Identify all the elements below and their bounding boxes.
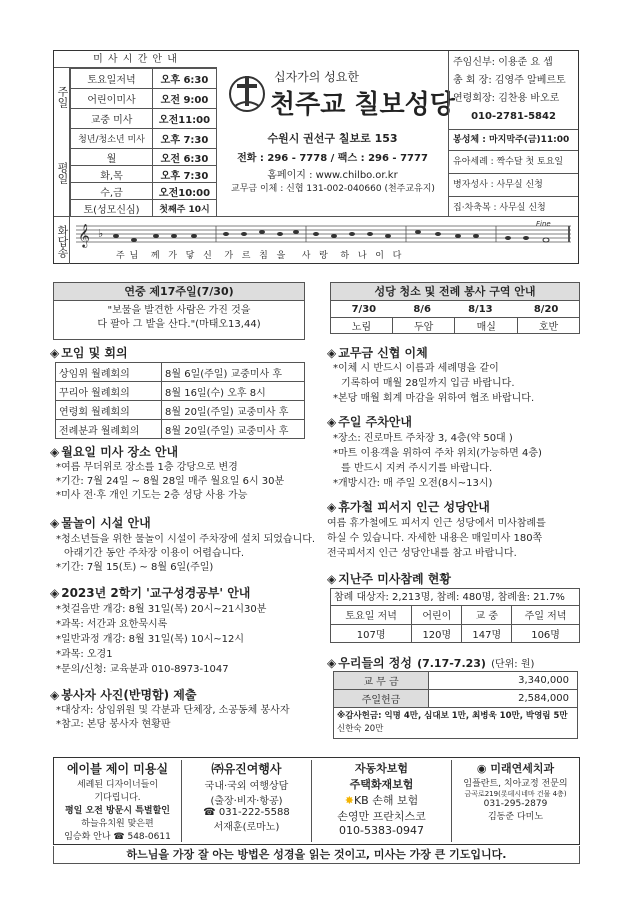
credit-body (333, 361, 593, 406)
week-title: 연중 제17주일(7/30) (54, 283, 304, 301)
ad-salon-line: 세례된 디자이너들이 (76, 780, 159, 790)
attendance-table (331, 606, 579, 642)
attendance-value: 147명 (462, 624, 512, 642)
attendance-value: 120명 (412, 624, 462, 642)
offering-title: ◈ 우리들의 정성 (327, 656, 412, 670)
volunteer-line: *참고: 본당 봉사자 현황판 (56, 719, 171, 730)
hymn-area (54, 216, 578, 263)
ad-insurance-phone: 010-5383-0947 (339, 824, 424, 837)
ad-dental-name-text: 미래연세치과 (490, 762, 555, 775)
monday-mass-line: *기간: 7월 24일 ~ 8월 28일 매주 월요일 6시 30분 (56, 476, 285, 487)
sunday-label (54, 68, 70, 148)
study-line: *과목: 서간과 요한묵시록 (56, 619, 168, 630)
staff-funeral-phone: 010-2781-5842 (471, 111, 556, 122)
attendance-summary: 참례 대상자: 2,213명, 참례: 480명, 참례율: 21.7% (331, 589, 579, 606)
mass-row-time: 오전11:00 (153, 109, 217, 129)
church-subtitle: 십자가의 성요한 (274, 70, 359, 84)
parking-line: *마트 이용객을 위하여 주차 위치(가능하면 4층) (333, 448, 542, 459)
staff-blessing: 집·차축복 : 사무실 신청 (449, 196, 578, 219)
parking-line: *개방시간: 매 주일 오전(8시~13시) (333, 478, 493, 489)
mass-row-name: 월 (71, 149, 153, 166)
flat-icon: ♭ (98, 227, 104, 240)
ad-insurance-line: 자동차보험 (354, 762, 409, 775)
staff-president: 총 회 장: 김영주 알베르토 (453, 75, 566, 86)
meetings-table (55, 362, 305, 439)
monday-mass-line: *미사 전·후 개인 기도는 2층 성당 사용 가능 (56, 490, 248, 501)
water-line: *청소년들을 위한 물놀이 시설이 주차장에 설치 되었습니다. (56, 534, 316, 545)
tooth-icon: ◉ (476, 762, 487, 775)
study-line: *문의/신청: 교육분과 010-8973-1047 (56, 664, 229, 675)
ad-dental-line: 임플란트, 치아교정 전문의 (463, 779, 568, 789)
mass-row-name: 토(성모신심) (71, 200, 153, 217)
ad-salon (54, 760, 182, 842)
ad-dental-line: 금곡로219(롯데시네마 건물 4층) (464, 790, 567, 798)
church-name: 천주교 칠보성당 (270, 90, 455, 120)
cleaning-team: 매실 (455, 318, 518, 334)
week-quote-line1: "보물을 발견한 사람은 가진 것을 (107, 305, 251, 316)
cleaning-date: 8/6 (413, 304, 431, 315)
ad-insurance-line: 주택화재보험 (349, 778, 414, 791)
attendance-header: 어린이 (412, 606, 462, 624)
church-account: 교무금 이체 : 신협 131-002-040660 (천주교유지) (231, 184, 435, 194)
staff-funeral: 연령회장: 김찬용 바오로 (453, 93, 560, 104)
study-line: *일반과정 개강: 8월 31일(목) 10시~12시 (56, 634, 245, 645)
vacation-line: 전국피서지 인근 성당안내를 참고 바랍니다. (327, 548, 517, 559)
water-body (56, 533, 321, 575)
cleaning-team: 호반 (518, 318, 579, 334)
vacation-body (327, 516, 587, 561)
credit-line: 기록하여 매월 28일까지 입금 바랍니다. (341, 378, 515, 389)
ad-salon-line: 평일 오전 방문시 특별할인 (64, 806, 171, 816)
sunday-label-text: 주일 (56, 86, 69, 108)
ad-salon-line: 기다립니다. (94, 793, 141, 803)
vacation-line: 여름 휴가철에도 피서지 인근 성당에서 미사참례를 (327, 518, 546, 529)
hymn-lyrics: 주 님 께 가 닿 신 가 르 침 을 사 랑 하 나 이 다 (116, 251, 403, 261)
mass-row-name: 화,목 (71, 166, 153, 183)
meetings-title: ◈ 모임 및 회의 (50, 344, 128, 361)
mass-row-name: 토요일저녁 (71, 69, 153, 89)
credit-title: ◈ 교무금 신협 이체 (327, 344, 428, 361)
ad-travel-line: (출장·비자·항공) (210, 796, 283, 807)
cleaning-box (330, 282, 580, 334)
parking-title: ◈ 주일 주차안내 (327, 413, 412, 430)
water-line: 아래기간 동안 주차장 이용이 어렵습니다. (64, 548, 245, 559)
meeting-name: 연령회 월례회의 (56, 401, 162, 420)
star-icon: ✸ (344, 794, 354, 807)
offering-amount: 3,340,000 (429, 672, 578, 690)
mass-row-time: 오전 9:00 (153, 89, 217, 109)
church-homepage[interactable]: 홈페이지 : www.chilbo.or.kr (267, 170, 398, 181)
ad-salon-name: 에이블 제이 미용실 (66, 762, 169, 776)
offering-thanks-line1: ※감사헌금: 익명 4만, 심대보 1만, 최병욱 10만, 박영림 5만 (337, 711, 568, 721)
mass-row-time: 오후 7:30 (153, 166, 217, 183)
church-emblem-icon (225, 70, 269, 114)
study-line: *첫걸음반 개강: 8월 31일(목) 20시~21시30분 (56, 604, 267, 615)
study-body (56, 602, 321, 677)
meeting-when: 8월 20일(주일) 교중미사 후 (162, 401, 305, 420)
cleaning-team: 노림 (331, 318, 392, 334)
meeting-when: 8월 6일(주일) 교중미사 후 (162, 363, 305, 382)
church-phone: 전화 : 296 - 7778 / 팩스 : 296 - 7777 (237, 153, 428, 164)
parking-body (333, 431, 593, 491)
monday-mass-body (56, 461, 316, 503)
staff-pastor: 주임신부: 이용준 요 셉 (453, 57, 553, 68)
offering-heading (327, 652, 534, 671)
ad-travel-line: 국내·국외 여행상담 (204, 781, 289, 792)
attendance-box (330, 588, 580, 643)
mass-row-name: 교중 미사 (71, 109, 153, 129)
ad-insurance-line: 손영만 프란치스코 (337, 810, 426, 823)
mass-table (70, 68, 217, 217)
vacation-line: 하실 수 있습니다. 자세한 내용은 매일미사 180쪽 (327, 533, 543, 544)
ad-insurance-brand: KB 손해 보험 (353, 794, 419, 807)
week-quote-line2: 다 팔아 그 밭을 산다."(마태오13,44) (97, 319, 261, 330)
offering-thanks-line2: 신한숙 20만 (337, 724, 384, 734)
meeting-when: 8월 20일(주일) 교중미사 후 (162, 420, 305, 439)
parking-line: 를 반드시 지켜 주시기를 바랍니다. (341, 463, 493, 474)
cleaning-title: 성당 청소 및 전례 봉사 구역 안내 (331, 283, 579, 301)
mass-row-name: 어린이미사 (71, 89, 153, 109)
ad-insurance-line (312, 792, 451, 808)
study-line: *과목: 오경1 (56, 649, 113, 660)
mass-row-time: 오전 6:30 (153, 149, 217, 166)
ad-travel-phone: ☎ 031-222-5588 (203, 807, 290, 818)
meeting-name: 전례분과 월례회의 (56, 420, 162, 439)
church-address: 수원시 권선구 칠보로 153 (267, 132, 398, 145)
mass-row-time: 첫째주 10시 (153, 200, 217, 217)
meeting-name: 꾸리아 월례회의 (56, 382, 162, 401)
water-line: *기간: 7월 15(토) ~ 8월 6일(주일) (56, 562, 214, 573)
week-quote (54, 301, 304, 332)
weekday-label (54, 148, 70, 216)
mass-row-time: 오전10:00 (153, 183, 217, 200)
ad-dental-name (452, 760, 579, 776)
cleaning-team-table (331, 317, 579, 333)
ad-insurance (312, 760, 452, 842)
offering-name: 교 무 금 (334, 672, 429, 690)
mass-row-name: 수,금 (71, 183, 153, 200)
attendance-value: 106명 (512, 624, 579, 642)
offering-name: 주일헌금 (334, 690, 429, 708)
volunteer-line: *대상자: 상임위원 및 각분과 단체장, 소공동체 봉사자 (56, 705, 290, 716)
mass-title: 미 사 시 간 안 내 (54, 51, 217, 68)
cleaning-team: 두암 (392, 318, 455, 334)
monday-mass-line: *여름 무더위로 장소를 1층 강당으로 변경 (56, 462, 238, 473)
meeting-when: 8월 16일(수) 오후 8시 (162, 382, 305, 401)
hymn-label: 화답송 (54, 217, 70, 264)
credit-line: *이체 시 반드시 이름과 세례명을 같이 (333, 363, 499, 374)
ad-salon-phone: 임승화 안나 ☎ 548-0611 (64, 832, 171, 842)
staff-group-1 (449, 51, 578, 129)
ad-travel-name: ㈜유진여행사 (211, 762, 282, 776)
ad-salon-line: 하늘유치원 맞은편 (81, 819, 154, 829)
attendance-title: ◈ 지난주 미사참례 현황 (327, 570, 451, 587)
monday-mass-title: ◈ 월요일 미사 장소 안내 (50, 443, 178, 460)
meeting-name: 상임위 월례회의 (56, 363, 162, 382)
staff-baptism: 유아세례 : 짝수달 첫 토요일 (449, 150, 578, 173)
parking-line: *장소: 진로마트 주차장 3, 4층(약 50대 ) (333, 433, 513, 444)
mass-row-time: 오후 6:30 (153, 69, 217, 89)
offering-amount: 2,584,000 (429, 690, 578, 708)
attendance-header: 교 중 (462, 606, 512, 624)
water-title: ◈ 물놀이 시설 안내 (50, 514, 151, 531)
offering-table (333, 671, 578, 708)
offering-unit: (단위: 원) (491, 659, 535, 670)
cleaning-date: 8/20 (533, 304, 559, 315)
weekday-label-text: 평일 (56, 162, 69, 184)
vacation-title: ◈ 휴가철 피서지 인근 성당안내 (327, 498, 490, 515)
staff-communion: 봉성체 : 마지막주(금)11:00 (449, 129, 578, 150)
week-box (53, 282, 305, 340)
ad-dental-line: 김동준 다미노 (487, 812, 544, 822)
church-logo (225, 70, 269, 114)
ad-dental (452, 760, 579, 842)
cleaning-table (331, 302, 579, 317)
ad-travel-line: 서재훈(로마노) (213, 822, 280, 833)
mass-row-time: 오후 7:30 (153, 129, 217, 149)
offering-period: (7.17-7.23) (417, 657, 486, 670)
staff-box (448, 51, 578, 216)
attendance-header: 토요일 저녁 (331, 606, 412, 624)
footer-motto: 하느님을 가장 잘 아는 방법은 성경을 읽는 것이고, 미사는 가장 큰 기도입니다. (53, 846, 580, 864)
cleaning-date: 8/13 (468, 304, 493, 315)
volunteer-title: ◈ 봉사자 사진(반명함) 제출 (50, 686, 196, 703)
offering-thanks (333, 707, 578, 739)
volunteer-body (56, 704, 321, 732)
attendance-header: 주일 저녁 (512, 606, 579, 624)
ad-travel (182, 760, 312, 842)
hymn-fine: Fine (536, 220, 551, 228)
mass-schedule (54, 51, 217, 216)
credit-line: *본당 매월 회계 마감을 위하여 협조 바랍니다. (333, 393, 535, 404)
staff-anointing: 병자성사 : 사무실 신청 (449, 173, 578, 196)
study-title: ◈ 2023년 2학기 '교구성경공부' 안내 (50, 584, 250, 601)
treble-clef-icon: 𝄞 (78, 223, 90, 247)
cleaning-date: 7/30 (351, 304, 377, 315)
attendance-value: 107명 (331, 624, 412, 642)
ad-dental-phone: 031-295-2879 (483, 799, 548, 809)
music-staff (76, 220, 576, 250)
mass-row-name: 청년/청소년 미사 (71, 129, 153, 149)
